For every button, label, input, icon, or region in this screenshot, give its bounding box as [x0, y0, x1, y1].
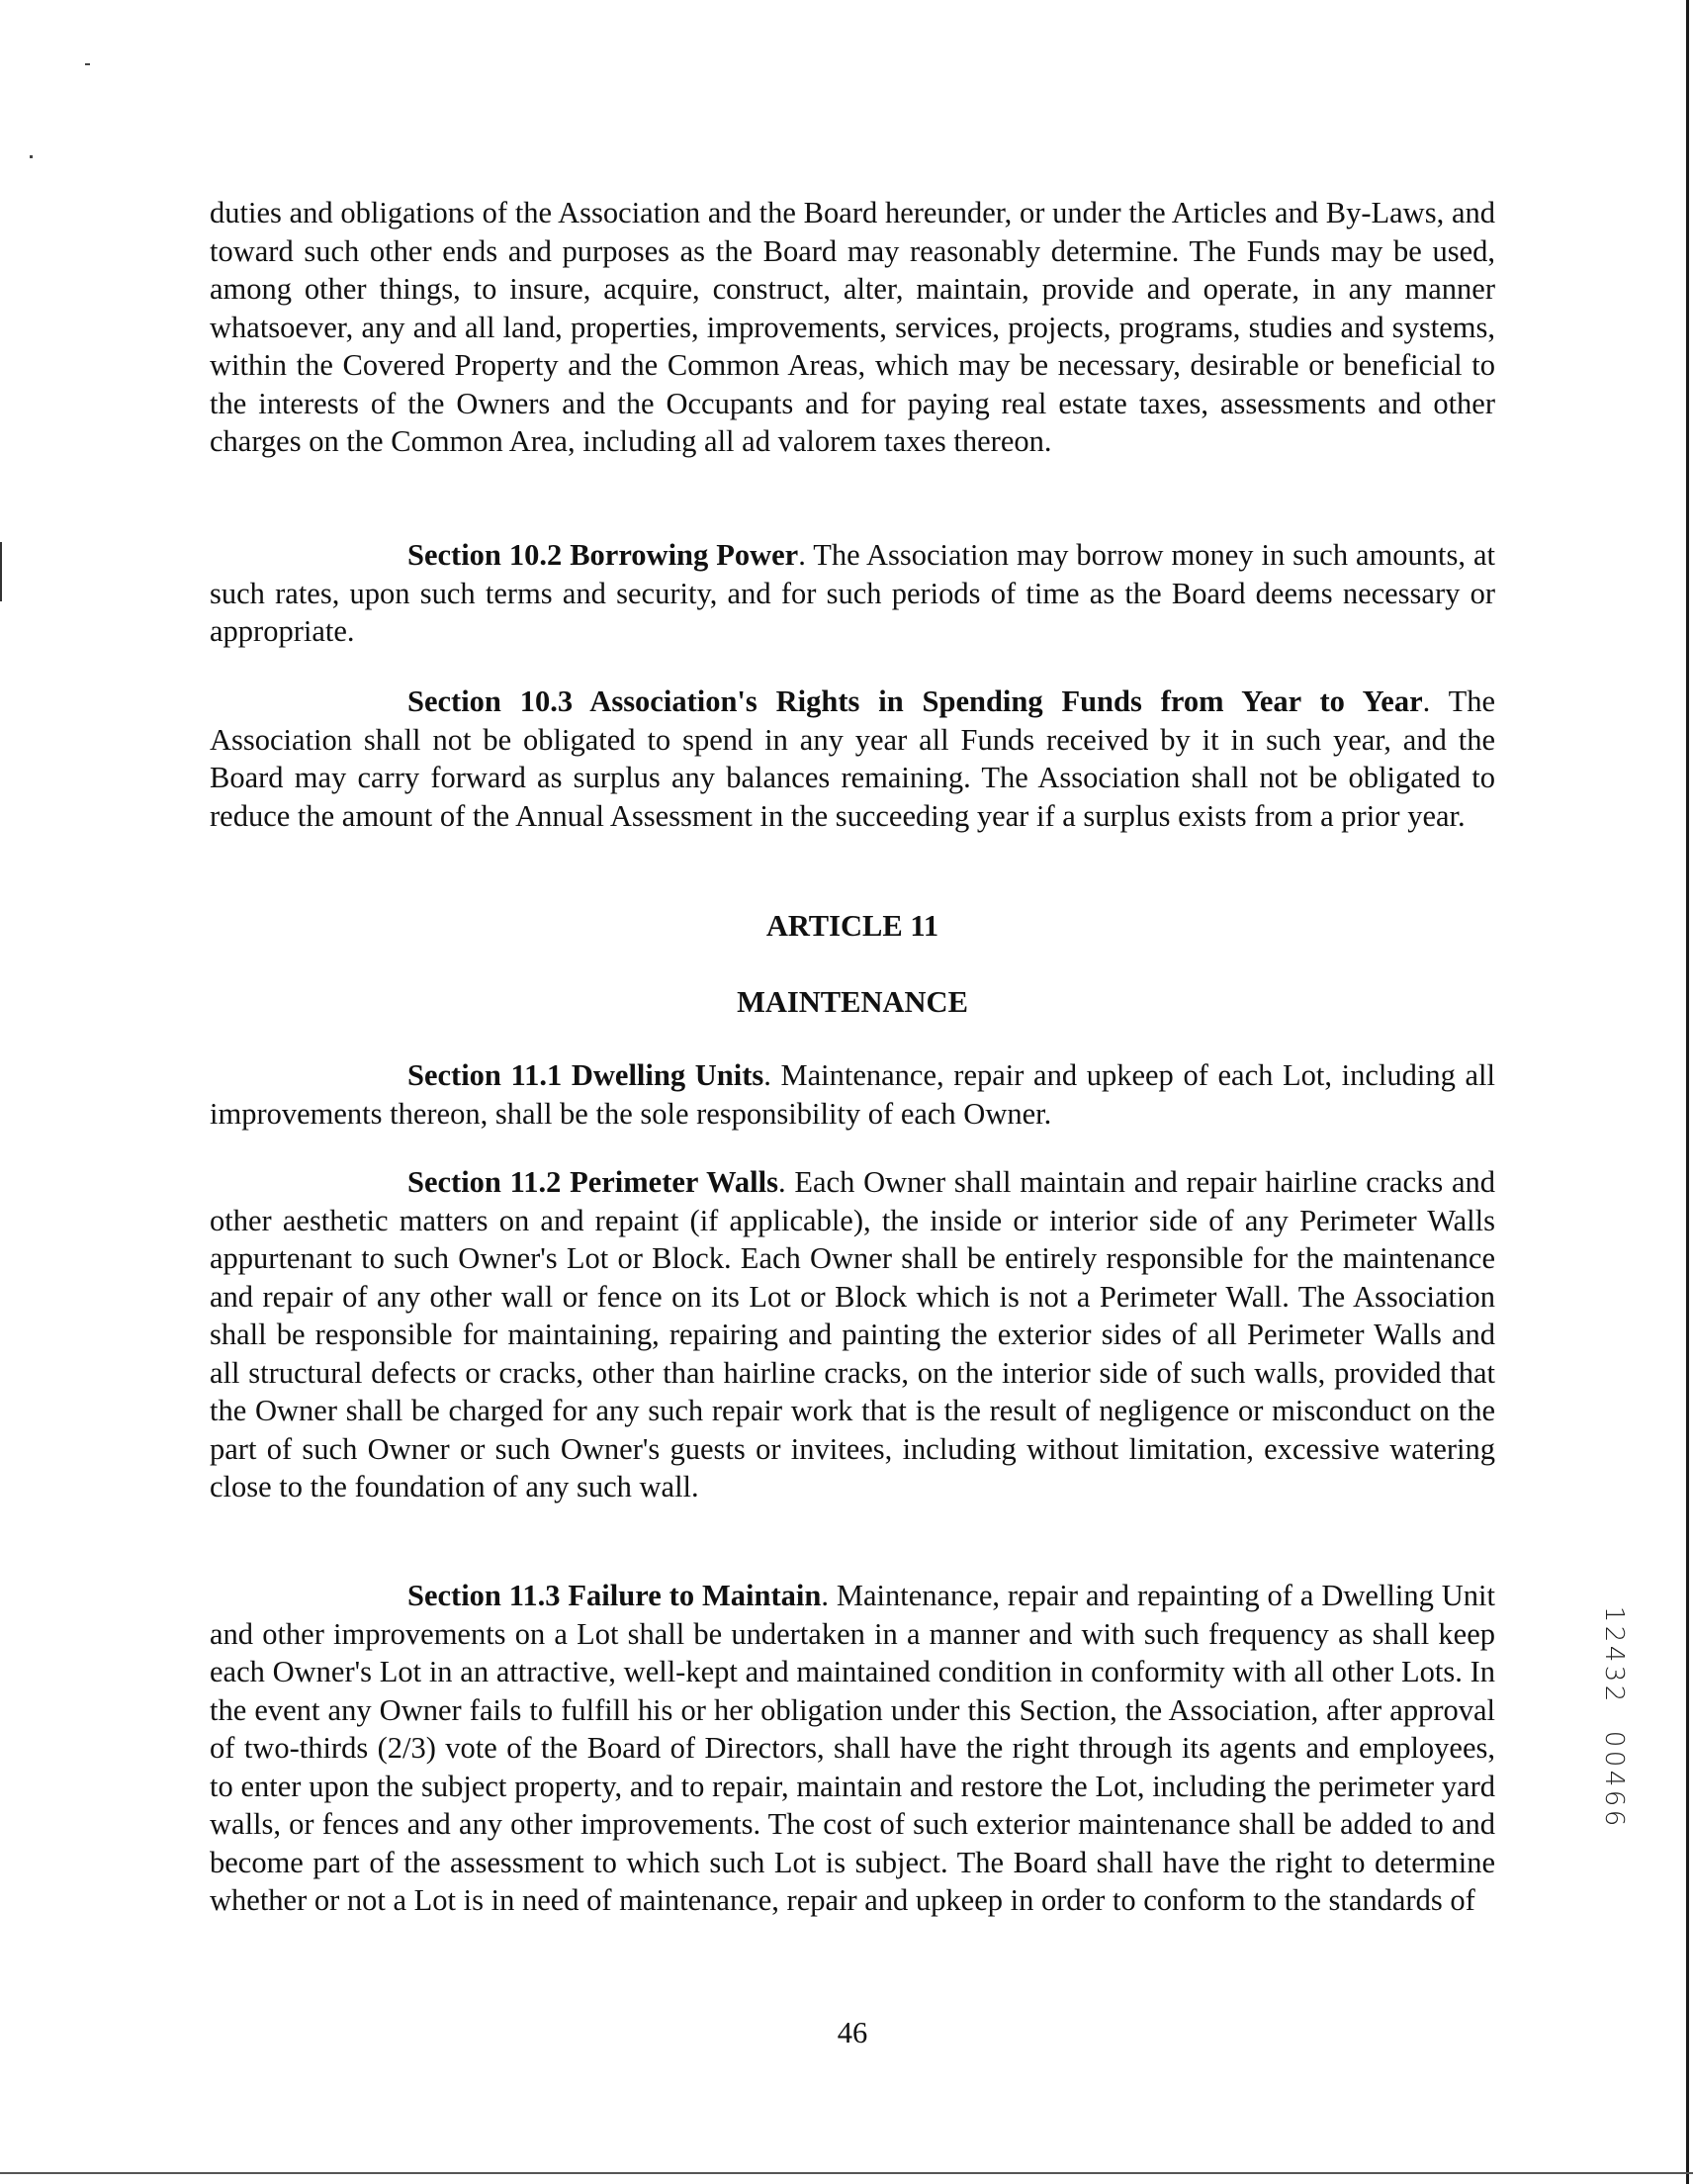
- stamp-char: 2: [1599, 1684, 1629, 1702]
- section-10-2-title: Section 10.2 Borrowing Power: [407, 538, 799, 572]
- section-10-2-paragraph: [210, 536, 1495, 651]
- section-10-3-paragraph: [210, 682, 1495, 835]
- stamp-char: 2: [1599, 1625, 1629, 1643]
- scan-edge-bottom: [0, 2172, 1693, 2174]
- stamp-char: 0: [1599, 1730, 1629, 1748]
- scan-edge-right: [1686, 0, 1689, 2184]
- page-number: 46: [837, 2016, 868, 2049]
- scan-speck: [85, 63, 90, 65]
- section-11-1-text: . Maintenance, repair and upkeep of each Lot, including all improvements thereon, shall be the sole responsibility of each Owner.: [210, 1058, 1495, 1131]
- scan-speck: [30, 155, 33, 158]
- section-11-2-paragraph: [210, 1163, 1495, 1506]
- section-11-1-paragraph: [210, 1056, 1495, 1133]
- article-title: MAINTENANCE: [737, 985, 968, 1019]
- section-10-3-text: . The Association shall not be obligated to spend in any year all Funds received by it in such year, and the Board may carry forward as surplus any balances remaining. The Association shall not be obligated to reduce the amount of the Annual Assessment in the succeeding year if a surplus exists from a prior year.: [210, 684, 1495, 833]
- section-11-2-title: Section 11.2 Perimeter Walls: [407, 1165, 778, 1199]
- stamp-char: 6: [1599, 1789, 1629, 1807]
- intro-paragraph: duties and obligations of the Association and the Board hereunder, or under the Articles and By-Laws, and toward such other ends and purposes as the Board may reasonably determine. The Funds may be used, among other things, to insure, acquire, construct, alter, maintain, provide and operate, in any manner whatsoever, any and all land, properties, improvements, services, projects, programs, studies and systems, within the Covered Property and the Common Areas, which may be necessary, desirable or beneficial to the interests of the Owners and the Occupants and for paying real estate taxes, assessments and other charges on the Common Area, including all ad valorem taxes thereon.: [210, 196, 1495, 458]
- section-11-3-title: Section 11.3 Failure to Maintain: [407, 1579, 822, 1612]
- stamp-char: 3: [1599, 1665, 1629, 1683]
- scan-edge-left: [0, 542, 2, 601]
- section-11-3-text: . Maintenance, repair and repainting of a Dwelling Unit and other improvements on a Lot shall be undertaken in a manner and with such frequency as shall keep each Owner's Lot in an attractive, well-kept and maintained condition in conformity with all other Lots. In the event any Owner fails to fulfill his or her obligation under this Section, the Association, after approval of two-thirds (2/3) vote of the Board of Directors, shall have the right through its agents and employees, to enter upon the subject property, and to repair, maintain and restore the Lot, including the perimeter yard walls, or fences and any other improvements. The cost of such exterior maintenance shall be added to and become part of the assessment to which such Lot is subject. The Board shall have the right to determine whether or not a Lot is in need of maintenance, repair and upkeep in order to conform to the standards of: [210, 1579, 1495, 1917]
- section-10-3-title: Section 10.3 Association's Rights in Spending Funds from Year to Year: [407, 684, 1423, 718]
- stamp-char: 6: [1599, 1809, 1629, 1827]
- stamp-char: 4: [1599, 1770, 1629, 1787]
- stamp-char: 1: [1599, 1605, 1629, 1623]
- section-10-2-text: . The Association may borrow money in such amounts, at such rates, upon such terms and security, and for such periods of time as the Board deems necessary or appropriate.: [210, 538, 1495, 648]
- section-11-3-paragraph: [210, 1577, 1495, 1920]
- section-11-1-title: Section 11.1 Dwelling Units: [407, 1058, 764, 1092]
- section-11-2-text: . Each Owner shall maintain and repair hairline cracks and other aesthetic matters on and repaint (if applicable), the inside or interior side of any Perimeter Walls appurtenant to such Owner's Lot or Block. Each Owner shall be entirely responsible for the maintenance and repair of any other wall or fence on its Lot or Block which is not a Perimeter Wall. The Association shall be responsible for maintaining, repairing and painting the exterior sides of all Perimeter Walls and all structural defects or cracks, other than hairline cracks, on the interior side of such walls, provided that the Owner shall be charged for any such repair work that is the result of negligence or misconduct on the part of such Owner or such Owner's guests or invitees, including without limitation, excessive watering close to the foundation of any such wall.: [210, 1165, 1495, 1503]
- stamp-char: 4: [1599, 1645, 1629, 1663]
- recording-stamp: [1598, 1604, 1630, 1828]
- article-number: ARTICLE 11: [765, 909, 939, 943]
- stamp-char: 0: [1599, 1750, 1629, 1768]
